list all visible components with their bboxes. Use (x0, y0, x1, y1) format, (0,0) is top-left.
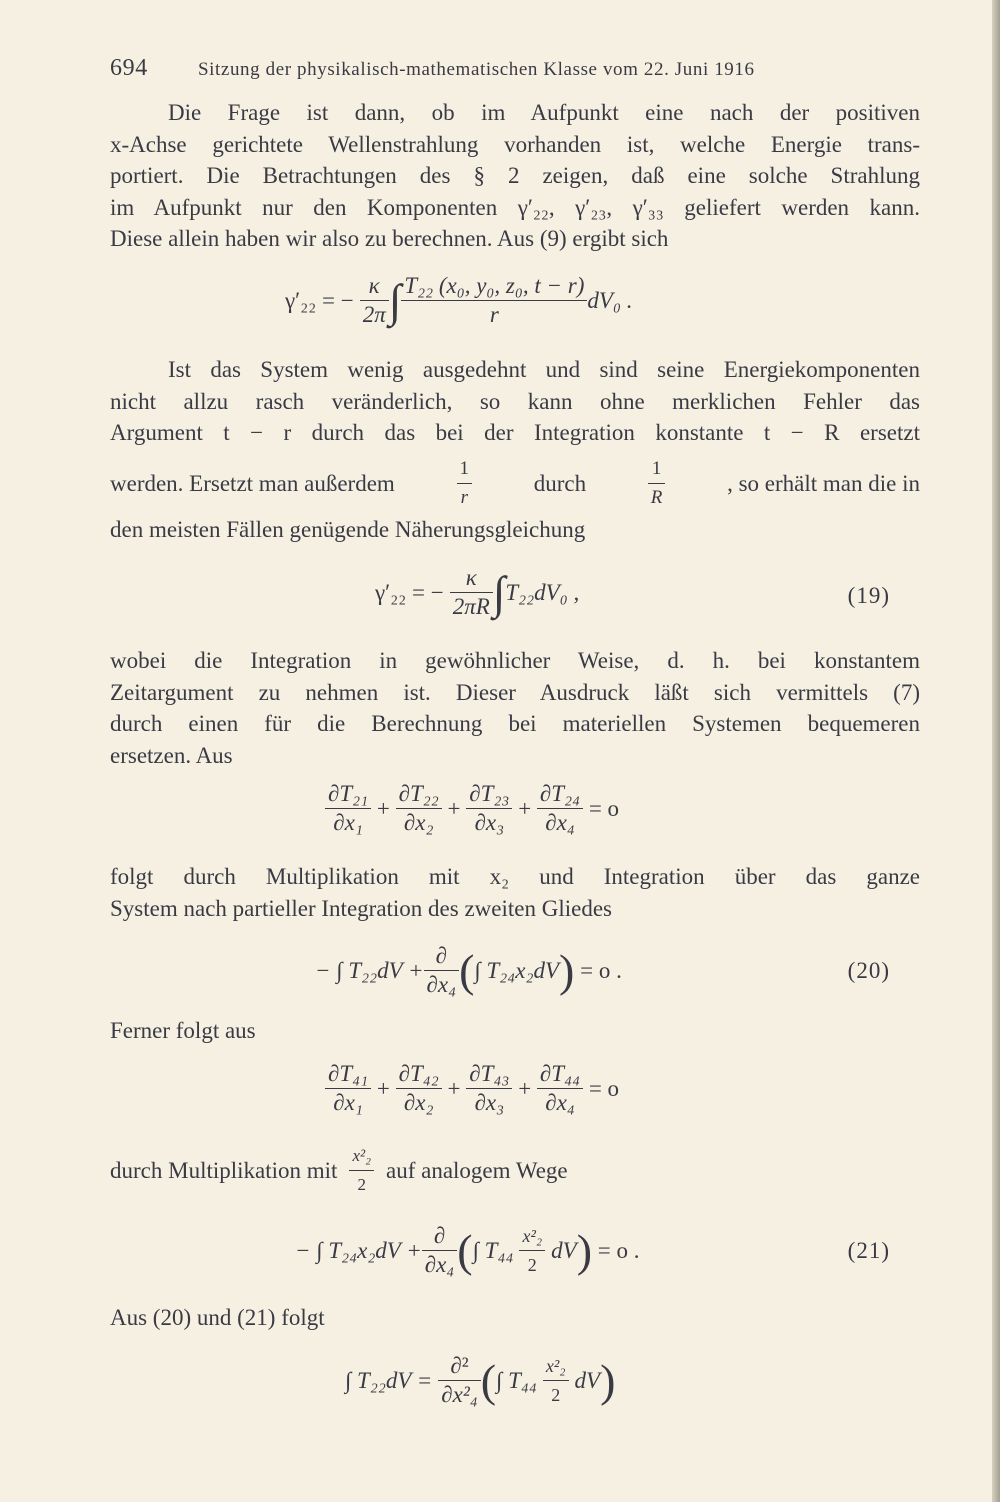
fraction: $\frac{\partial}{\text{∂x₄}}$ (424, 942, 460, 999)
fraction: $\frac{1}{r}$ (457, 455, 473, 512)
equation-19: γ′₂₂ = − $\frac{\kappa}{2\pi R}$ ∫ T₂₂dV₀ , (375, 565, 580, 619)
paragraph-1 (110, 97, 920, 255)
equation-number: (19) (847, 583, 890, 608)
fraction: $\frac{\text{x²₂}}{2}$ (519, 1222, 545, 1279)
fraction: $\frac{\kappa}{2\pi}$ (360, 272, 389, 329)
text-line: System nach partieller Integration des zweiten Gliedes (110, 895, 612, 921)
fraction: $\frac{\text{∂T₂₁}}{\text{∂x₁}}$ (325, 780, 371, 837)
text-line: im Aufpunkt nur den Komponenten γ′₂₂, γ′₂₃, γ′₃₃ geliefert werden kann. (110, 194, 920, 220)
fraction: $\frac{\text{∂T₄₄}}{\text{∂x₄}}$ (537, 1060, 583, 1117)
fraction: $\frac{\text{∂²}}{\text{∂x²₄}}$ (438, 1352, 480, 1409)
text-line: x-Achse gerichtete Wellenstrahlung vorhanden ist, welche Energie trans- (110, 131, 920, 157)
running-title: Sitzung der physikalisch-mathematischen Klasse vom 22. Juni 1916 (198, 59, 755, 80)
paragraph-6: durch Multiplikation mit $\frac{\text{x²₂}}{2}$ auf analogem Wege (110, 1142, 568, 1199)
text-line: den meisten Fällen genügende Näherungsgleichung (110, 517, 586, 542)
paragraph-7: Aus (20) und (21) folgt (110, 1305, 325, 1330)
fraction: $\frac{\text{x²₂}}{2}$ (543, 1352, 569, 1409)
page-header (110, 55, 920, 85)
paragraph-4 (110, 861, 920, 924)
text-line: Die Frage ist dann, ob im Aufpunkt eine nach der positiven (168, 100, 920, 125)
text-line-with-fractions: werden. Ersetzt man außerdem $\frac{1}{r}$ durch $\frac{1}{R}$ , so erhält man die in (110, 455, 920, 512)
text-line: Zeitargument zu nehmen ist. Dieser Ausdruck läßt sich vermittels (7) (110, 679, 920, 705)
fraction: $\frac{\text{∂T₂₃}}{\text{∂x₃}}$ (466, 780, 512, 837)
equation-divergence-2: $\frac{\text{∂T₂₁}}{\text{∂x₁}}$ + $\frac{\text{∂T₂₂}}{\text{∂x₂}}$ + $\frac{\text{∂T₂₃}}{\text{∂x₃}}$ + $\frac{\text{∂T₂₄}}{\text{∂x₄}}$ = o (325, 780, 619, 837)
equation-divergence-4: $\frac{\text{∂T₄₁}}{\text{∂x₁}}$ + $\frac{\text{∂T₄₂}}{\text{∂x₂}}$ + $\frac{\text{∂T₄₃}}{\text{∂x₃}}$ + $\frac{\text{∂T₄₄}}{\text{∂x₄}}$ = o (325, 1060, 619, 1117)
eq-lhs: γ′₂₂ = − (285, 287, 354, 313)
equation-21: − ∫ T₂₄x₂dV + $\frac{\partial}{\text{∂x₄}}$ ( ∫ T₄₄ $\frac{\text{x²₂}}{2}$ dV ) = o . (295, 1223, 640, 1277)
text-line: nicht allzu rasch veränderlich, so kann ohne merklichen Fehler das (110, 388, 920, 414)
equation-number: (20) (847, 958, 890, 983)
paragraph-5: Ferner folgt aus (110, 1018, 256, 1043)
page-number: 694 (110, 55, 148, 81)
fraction: $\frac{\text{∂T₄₂}}{\text{∂x₂}}$ (396, 1060, 442, 1117)
text-line: Diese allein haben wir also zu berechnen. Aus (9) ergibt sich (110, 226, 669, 251)
equation-20: − ∫ T₂₂dV + $\frac{\partial}{\text{∂x₄}}$ ( ∫ T₂₄x₂dV ) = o . (315, 943, 622, 997)
text-line: wobei die Integration in gewöhnlicher Weise, d. h. bei konstantem (110, 648, 920, 673)
text-line: folgt durch Multiplikation mit x₂ und Integration über das ganze (110, 864, 920, 889)
text-line: durch einen für die Berechnung bei materiellen Systemen bequemeren (110, 711, 920, 736)
fraction: $\frac{\kappa}{2\pi R}$ (450, 564, 493, 621)
equation-gamma22-retarded (285, 272, 632, 329)
equation-final: ∫ T₂₂dV = $\frac{\text{∂²}}{\text{∂x²₄}}$ ( ∫ T₄₄ $\frac{\text{x²₂}}{2}$ dV ) (345, 1353, 616, 1407)
text-line: Argument t − r durch das bei der Integration konstante t − R ersetzt (110, 420, 920, 445)
equation-number: (21) (847, 1238, 890, 1263)
fraction: $\frac{\text{T₂₂ (x₀, y₀, z₀, t − r)}}{r}$ (401, 272, 587, 329)
integral-sign: ∫ (388, 274, 402, 326)
fraction: $\frac{1}{R}$ (648, 455, 666, 512)
fraction: $\frac{\text{∂T₄₃}}{\text{∂x₃}}$ (466, 1060, 512, 1117)
fraction: $\frac{\partial}{\text{∂x₄}}$ (422, 1222, 458, 1279)
eq-differential: dV₀ . (587, 287, 633, 313)
fraction: $\frac{\text{∂T₂₂}}{\text{∂x₂}}$ (396, 780, 442, 837)
fraction: $\frac{\text{∂T₂₄}}{\text{∂x₄}}$ (537, 780, 583, 837)
text-line: ersetzen. Aus (110, 742, 233, 768)
page-edge-shadow (992, 0, 1000, 1502)
integral-sign: ∫ (492, 566, 506, 618)
text-line: portiert. Die Betrachtungen des § 2 zeigen, daß eine solche Strahlung (110, 163, 920, 188)
paragraph-2 (110, 354, 920, 449)
paragraph-3 (110, 645, 920, 771)
fraction: $\frac{\text{∂T₄₁}}{\text{∂x₁}}$ (325, 1060, 371, 1117)
fraction: $\frac{\text{x²₂}}{2}$ (349, 1142, 374, 1199)
text-line: Ist das System wenig ausgedehnt und sind seine Energiekomponenten (168, 357, 920, 382)
